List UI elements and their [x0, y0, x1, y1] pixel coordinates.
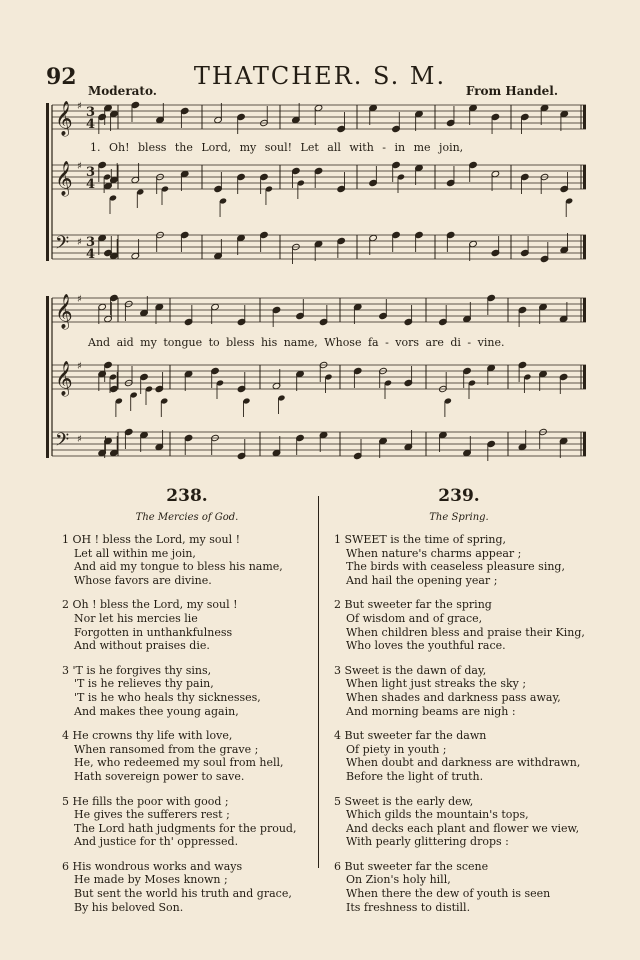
verse-line: When children bless and praise their King,	[346, 625, 585, 639]
key-signature-sharp-icon: ♯	[77, 434, 82, 445]
treble-clef-icon: 𝄞	[55, 161, 73, 196]
final-barline-thick	[583, 235, 586, 259]
time-signature-numerator-icon: 3	[86, 235, 96, 250]
verse-line: 6 But sweeter far the scene	[334, 859, 489, 873]
hymn-number: 239.	[438, 486, 480, 506]
verse-line: The Lord hath judgments for the proud,	[74, 821, 297, 835]
verse-line: He made by Moses known ;	[74, 873, 228, 887]
final-barline-thick	[583, 365, 586, 389]
verse-line: 2 Oh ! bless the Lord, my soul !	[62, 598, 238, 612]
verse-line: And decks each plant and flower we view,	[346, 821, 580, 835]
verse-line: When there the dew of youth is seen	[346, 887, 551, 901]
time-signature-denominator-icon: 4	[86, 117, 96, 132]
verse-line: The birds with ceaseless pleasure sing,	[346, 560, 565, 574]
time-signature-numerator-icon: 3	[86, 105, 96, 120]
verse-line: He gives the sufferers rest ;	[74, 808, 230, 822]
hymn-238	[62, 486, 312, 925]
stanza	[334, 598, 584, 652]
stanza	[62, 664, 312, 718]
verse-line: Who loves the youthful race.	[346, 639, 506, 653]
verse-line: On Zion's holy hill,	[346, 873, 451, 887]
verse-line: When doubt and darkness are withdrawn,	[346, 756, 581, 770]
bass-clef-icon: 𝄢	[55, 233, 70, 258]
verse-line: 5 Sweet is the early dew,	[334, 794, 474, 808]
key-signature-sharp-icon: ♯	[77, 294, 82, 305]
time-signature-numerator-icon: 3	[86, 165, 96, 180]
final-barline-thick	[583, 298, 586, 322]
verse-line: Whose favors are divine.	[74, 573, 212, 587]
verse-line: And morning beams are nigh :	[346, 704, 516, 718]
verse-line: Hath sovereign power to save.	[74, 769, 245, 783]
verse-line: And hail the opening year ;	[346, 573, 498, 587]
system-brace	[46, 103, 49, 261]
final-barline-thick	[583, 165, 586, 189]
stanza	[334, 860, 584, 914]
hymn-number: 238.	[166, 486, 208, 506]
stanza	[334, 664, 584, 718]
verse-line: Which gilds the mountain's tops,	[346, 808, 529, 822]
stanza	[62, 860, 312, 914]
verse-line: When ransomed from the grave ;	[74, 742, 259, 756]
treble-clef-icon: 𝄞	[55, 101, 73, 136]
verse-line: Let all within me join,	[74, 546, 196, 560]
stanza	[334, 729, 584, 783]
stanza	[62, 795, 312, 849]
verse-line: 'T is he who heals thy sicknesses,	[74, 690, 261, 704]
verse-line: When nature's charms appear ;	[346, 546, 522, 560]
verse-line: Its freshness to distill.	[346, 900, 471, 914]
stanza	[334, 533, 584, 587]
treble-clef-icon: 𝄞	[55, 294, 73, 329]
verse-line: 2 But sweeter far the spring	[334, 598, 492, 612]
verse-line: And aid my tongue to bless his name,	[74, 560, 283, 574]
system-brace	[46, 296, 49, 458]
verse-line: 4 But sweeter far the dawn	[334, 729, 487, 743]
verse-line: 1 SWEET is the time of spring,	[334, 533, 507, 546]
time-signature-denominator-icon: 4	[86, 177, 96, 192]
verse-line: By his beloved Son.	[74, 900, 184, 914]
verse-line: Of piety in youth ;	[346, 742, 447, 756]
bass-clef-icon: 𝄢	[55, 430, 70, 455]
tune-source: From Handel.	[465, 84, 558, 98]
page-number: 92	[46, 64, 77, 90]
lyrics-line-1: 1. Oh! bless the Lord, my soul! Let all with - in me join,	[90, 141, 464, 154]
stanza	[62, 598, 312, 652]
lyrics-line-2: And aid my tongue to bless his name, Whose fa - vors are di - vine.	[88, 336, 505, 349]
verse-line: 3 Sweet is the dawn of day,	[334, 663, 487, 677]
verse-line: 5 He fills the poor with good ;	[62, 794, 229, 808]
stanza	[62, 533, 312, 587]
verse-line: Before the light of truth.	[346, 769, 484, 783]
verse-line: When shades and darkness pass away,	[346, 690, 561, 704]
verse-line: And justice for th' oppressed.	[74, 835, 239, 849]
tempo-marking: Moderato.	[88, 84, 157, 98]
verse-line: And without praises die.	[74, 639, 210, 653]
hymn-subtitle: The Mercies of God.	[135, 512, 239, 523]
stanza	[62, 729, 312, 783]
verse-line: Forgotten in unthankfulness	[74, 625, 233, 639]
verse-line: When light just streaks the sky ;	[346, 677, 527, 691]
column-divider	[318, 496, 319, 868]
verse-line: 3 'T is he forgives thy sins,	[62, 663, 212, 677]
hymn-239	[334, 486, 584, 925]
verse-line: But sent the world his truth and grace,	[74, 887, 292, 901]
verse-line: And makes thee young again,	[74, 704, 239, 718]
hymn-subtitle: The Spring.	[429, 512, 489, 523]
verse-line: 1 OH ! bless the Lord, my soul !	[62, 533, 241, 546]
verse-line: 6 His wondrous works and ways	[62, 859, 243, 873]
final-barline-thick	[583, 105, 586, 129]
key-signature-sharp-icon: ♯	[77, 101, 82, 112]
time-signature-denominator-icon: 4	[86, 247, 96, 262]
verse-line: 4 He crowns thy life with love,	[62, 729, 233, 743]
final-barline-thick	[583, 432, 586, 456]
verse-line: 'T is he relieves thy pain,	[74, 677, 214, 691]
key-signature-sharp-icon: ♯	[77, 361, 82, 372]
key-signature-sharp-icon: ♯	[77, 161, 82, 172]
verse-line: Of wisdom and of grace,	[346, 611, 483, 625]
stanza	[334, 795, 584, 849]
verse-line: With pearly glittering drops :	[346, 835, 509, 849]
tune-title: THATCHER. S. M.	[193, 62, 447, 90]
verse-line: He, who redeemed my soul from hell,	[74, 756, 284, 770]
verse-line: Nor let his mercies lie	[74, 611, 198, 625]
key-signature-sharp-icon: ♯	[77, 237, 82, 248]
treble-clef-icon: 𝄞	[55, 361, 73, 396]
